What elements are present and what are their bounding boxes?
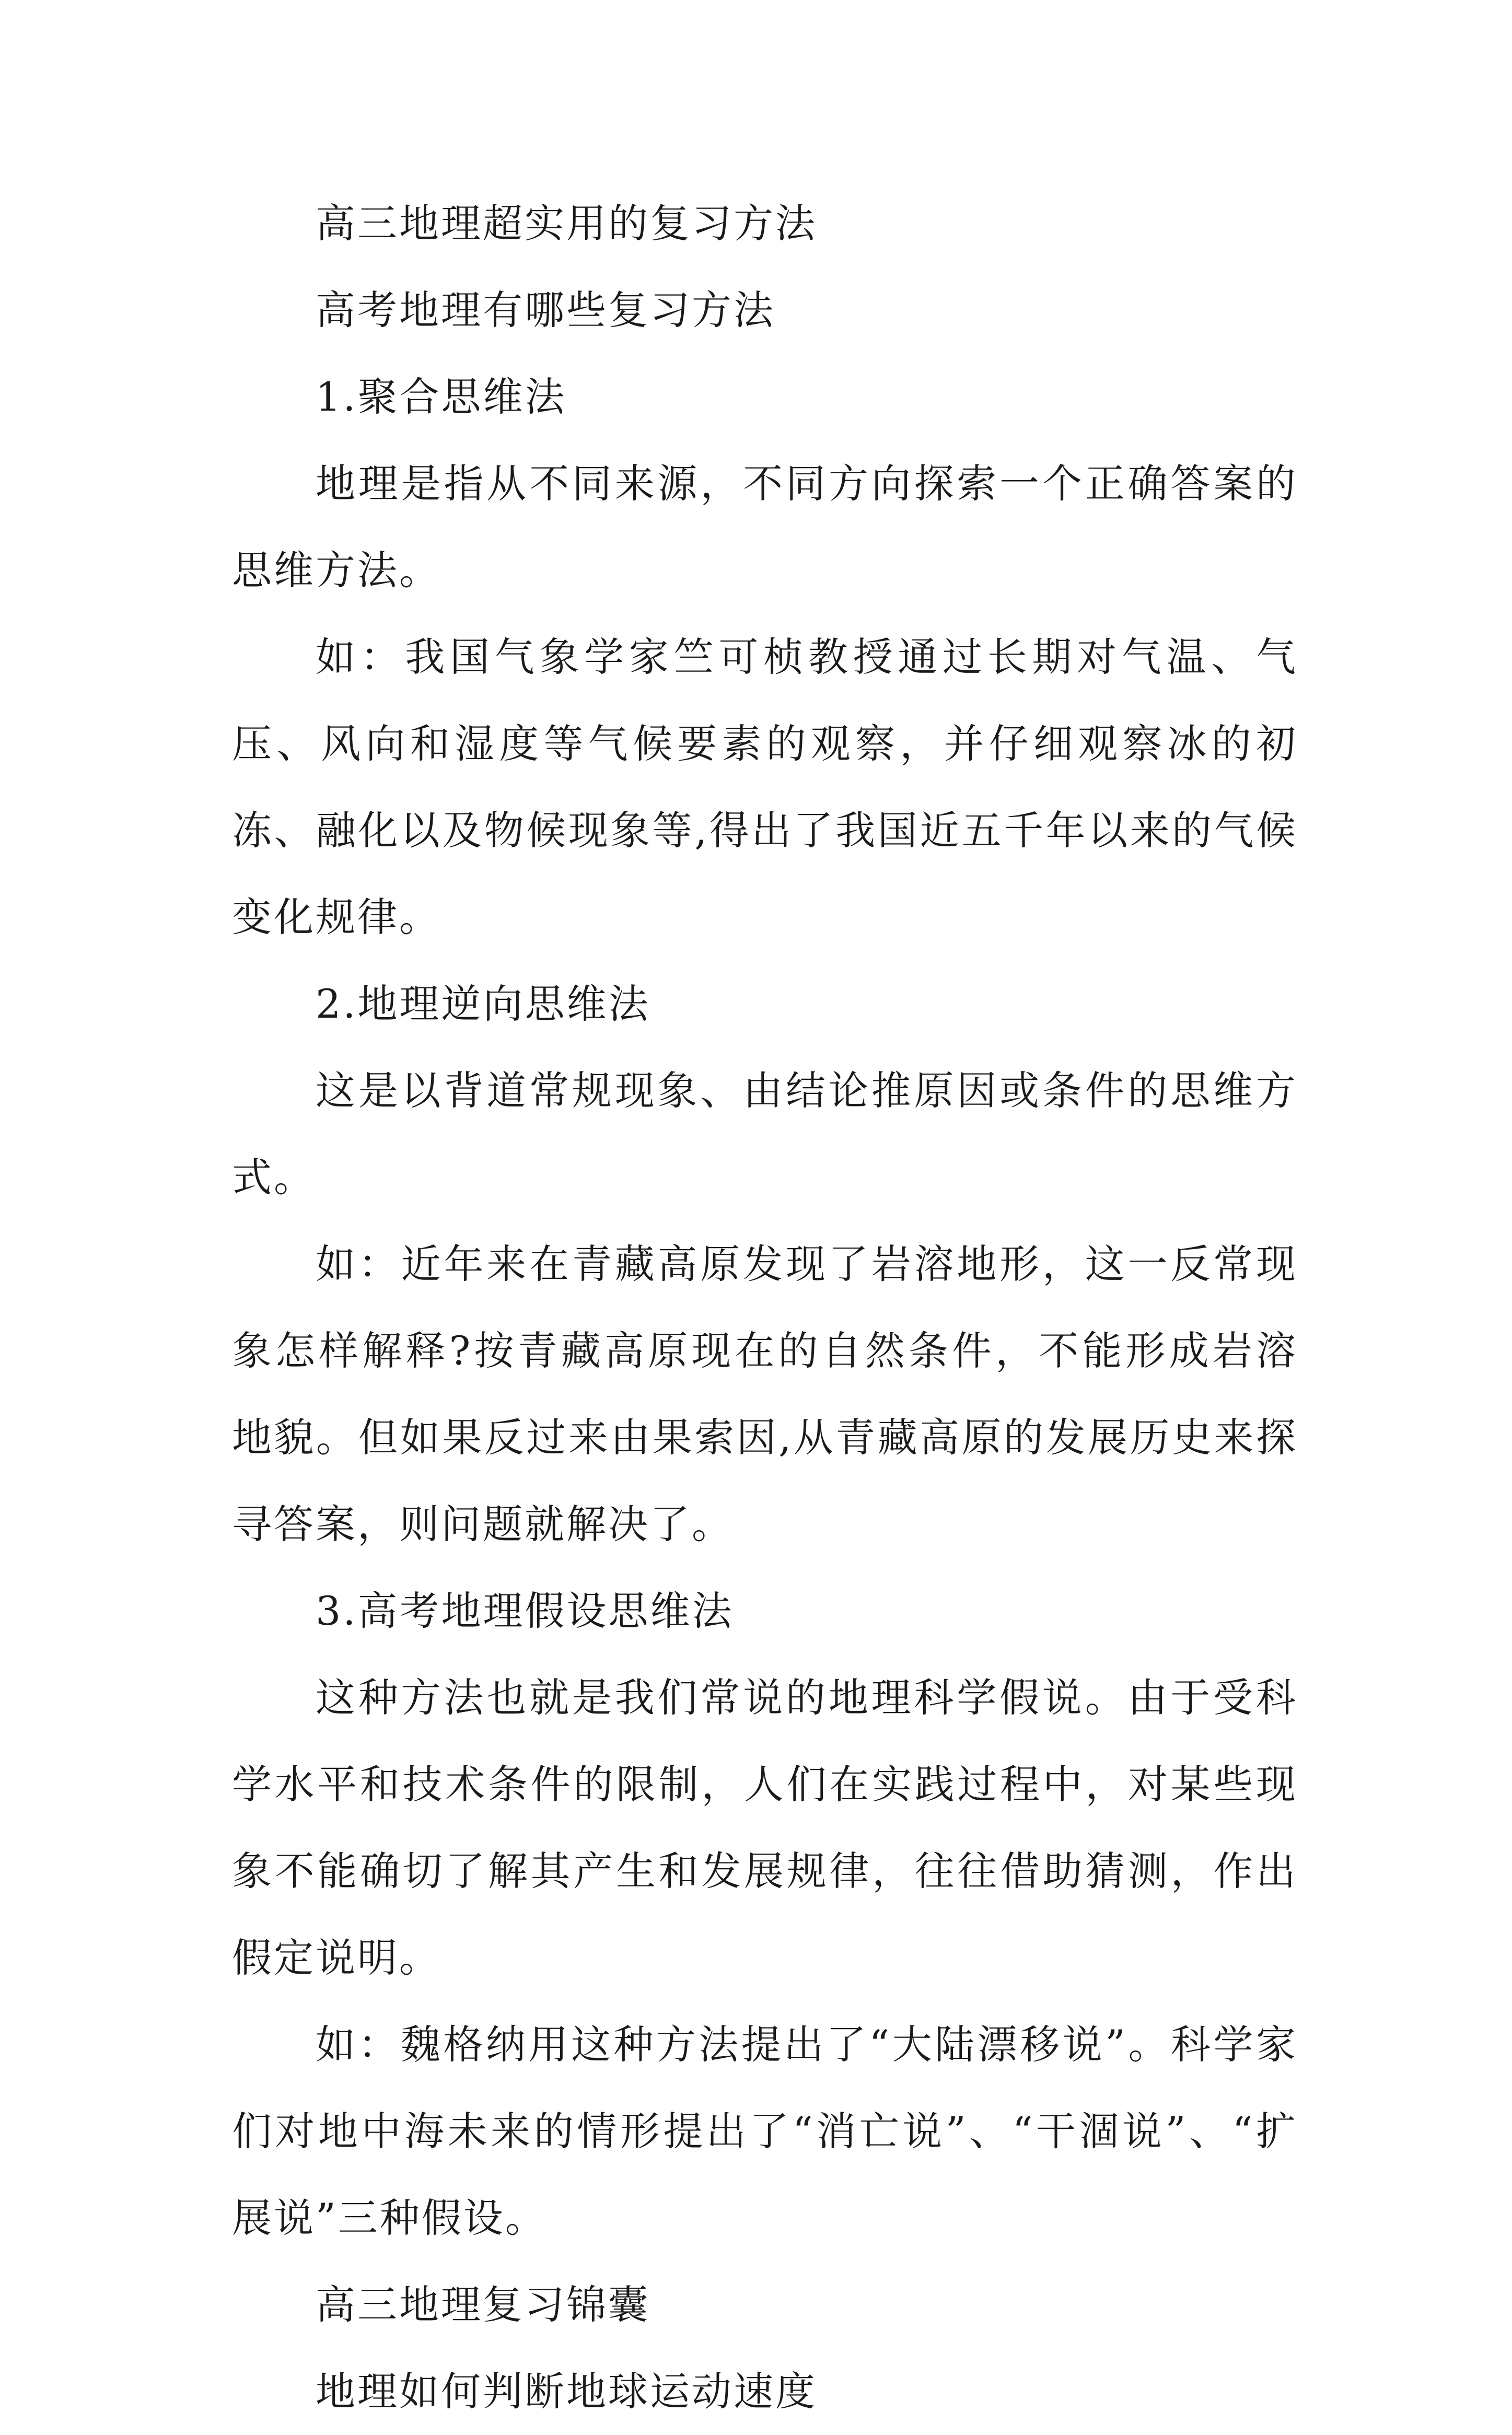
method-heading-2: 2.地理逆向思维法 [316, 981, 650, 1027]
example-paragraph: 如：近年来在青藏高原发现了岩溶地形，这一反常现象怎样解释?按青藏高原现在的自然条件，不能形成岩溶地貌。但如果反过来由果索因,从青藏高原的发展历史来探寻答案，则问题就解决了。 [232, 1241, 1298, 1547]
paragraph: 地理是指从不同来源，不同方向探索一个正确答案的思维方法。 [232, 460, 1298, 593]
article-title: 高三地理超实用的复习方法 [316, 200, 817, 247]
example-paragraph: 如：魏格纳用这种方法提出了“大陆漂移说”。科学家们对地中海未来的情形提出了“消亡说”、“干涸说”、“扩展说”三种假设。 [232, 2021, 1298, 2241]
subsection-heading: 地理如何判断地球运动速度 [316, 2368, 817, 2415]
paragraph: 这是以背道常规现象、由结论推原因或条件的思维方式。 [232, 1067, 1298, 1201]
method-heading-1: 1.聚合思维法 [316, 374, 567, 420]
section-heading: 高考地理有哪些复习方法 [316, 287, 775, 333]
method-heading-3: 3.高考地理假设思维法 [316, 1588, 734, 1634]
document-body [232, 180, 1298, 2435]
paragraph: 这种方法也就是我们常说的地理科学假说。由于受科学水平和技术条件的限制，人们在实践过程中，对某些现象不能确切了解其产生和发展规律，往往借助猜测，作出假定说明。 [232, 1674, 1298, 1981]
example-paragraph: 如：我国气象学家竺可桢教授通过长期对气温、气压、风向和湿度等气候要素的观察，并仔细观察冰的初冻、融化以及物候现象等,得出了我国近五千年以来的气候变化规律。 [232, 634, 1298, 940]
section-heading: 高三地理复习锦囊 [316, 2281, 650, 2328]
